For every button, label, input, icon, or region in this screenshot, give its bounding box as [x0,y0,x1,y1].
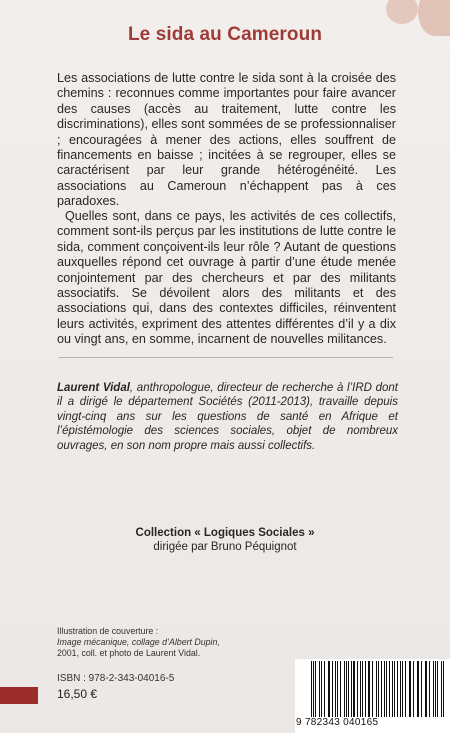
barcode-bar [324,661,325,717]
collection-name: Collection « Logiques Sociales » [135,527,315,539]
price: 16,50 € [57,687,98,701]
barcode-bar [319,661,320,717]
barcode-bar [353,661,354,717]
author-name: Laurent Vidal [57,382,130,394]
summary-paragraph-2: Quelles sont, dans ce pays, les activités de ces collectifs, comment sont-ils perçus par les institutions de lutte contre le sida, comment conçoivent-ils leur rôle ? Autant de questions auxquelles répond cet ouvrage à partir d’une étude menée conjointement par des chercheurs et par des militants associatifs. Se dévoilent alors des militants et des associations qui, dans des contextes difficiles, réinventent leurs activités, expriment des attentes différentes d’il y a dix ou vingt ans, en somme, incarnent de nouvelles militances. [57,209,396,347]
barcode-bar [362,661,363,717]
barcode-bar [394,661,395,717]
collection-info [0,526,450,554]
cover-credit [57,626,220,659]
barcode-bar [418,661,419,717]
barcode-bar [400,661,401,717]
accent-band [0,687,38,704]
barcode-bar [337,661,338,717]
barcode-bar [328,661,329,717]
divider [59,357,393,358]
decorative-shape [386,0,418,24]
barcode-bar [429,661,430,717]
credit-line: Image mécanique, collage d’Albert Dupin, [57,637,220,647]
book-title: Le sida au Cameroun [127,24,323,45]
barcode-bar [369,661,370,717]
barcode-bar [426,661,427,717]
credit-line: Illustration de couverture : [57,626,159,636]
barcode-bar [372,661,373,717]
barcode-bar [378,661,379,717]
summary-paragraph-1: Les associations de lutte contre le sida sont à la croisée des chemins : reconnues comme importantes pour faire avancer des causes (accès au traitement, lutte contre les discriminations), elles sont sommées de se professionnaliser ; encouragées à mener des actions, elles souffrent de financements en baisse ; incitées à se regrouper, elles se caractérisent par leur grande hétérogénéité. Les associations au Cameroun n’échappent pas à ces paradoxes. [57,71,396,209]
barcode-bar [311,661,312,717]
barcode-bar [443,661,444,717]
barcode-bar [386,661,387,717]
barcode-bar [402,661,403,717]
barcode-bar [441,661,442,717]
barcode-bar [351,661,352,717]
collection-director: dirigée par Bruno Péquignot [153,541,297,553]
credit-line: 2001, coll. et photo de Laurent Vidal. [57,648,201,658]
author-bio-text: , anthropologue, directeur de recherche à l’IRD dont il a dirigé le département Sociétés (2011-2013), travaille depuis vingt-cinq ans sur les questions de santé en Afrique et l’épistémologie des sciences sociales, objet de nombreux ouvrages, en son nom propre mais aussi collectifs. [57,382,398,452]
isbn: ISBN : 978-2-343-04016-5 [57,673,175,684]
author-bio [57,381,398,453]
barcode-digits: 9 782343 040165 [296,717,379,728]
barcode-bar [413,661,414,717]
barcode [311,661,446,717]
barcode-bar [344,661,345,717]
